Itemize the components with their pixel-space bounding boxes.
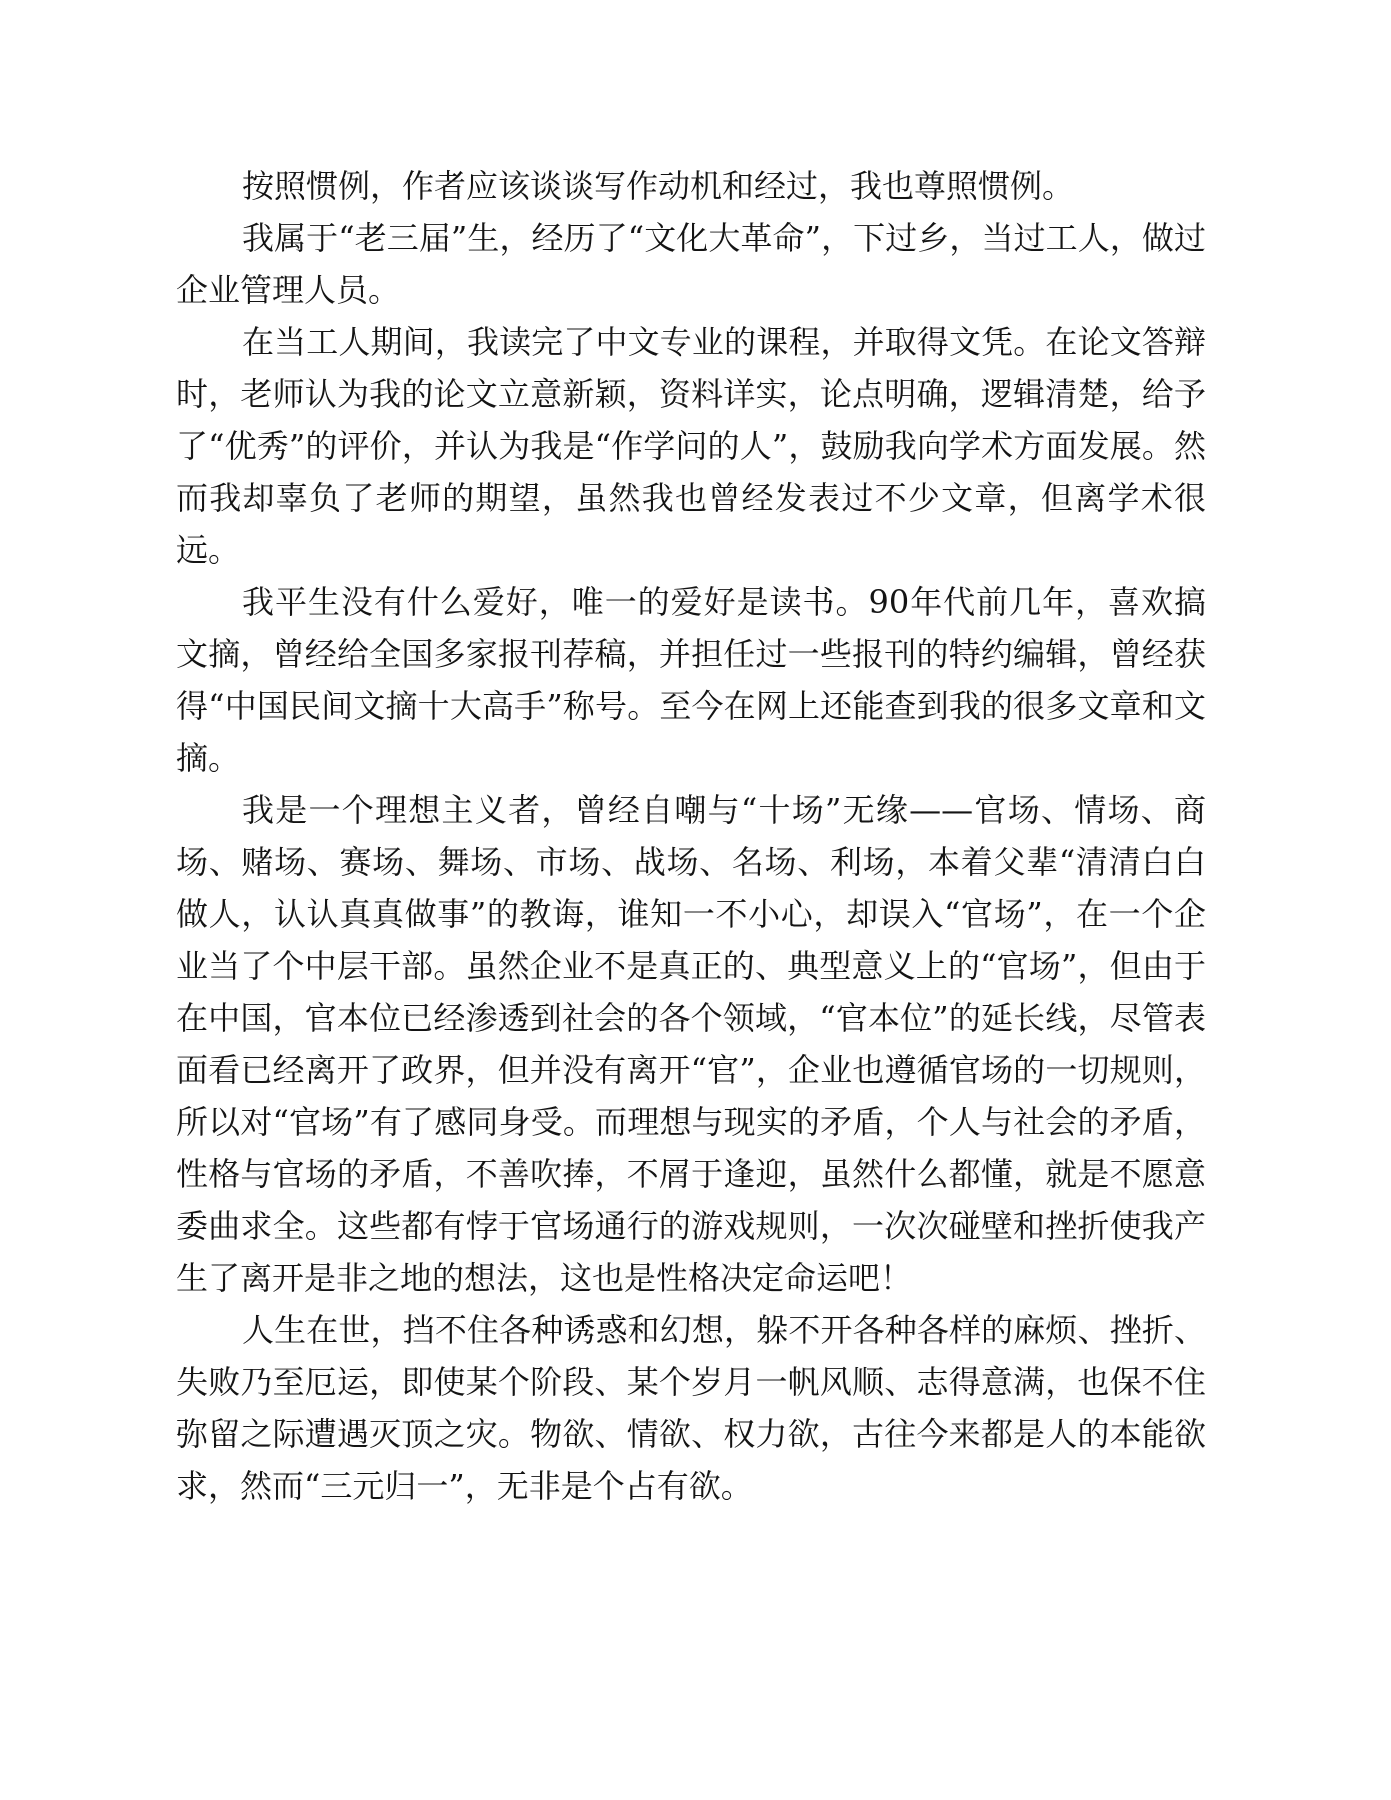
paragraph-idealism: 我是一个理想主义者，曾经自嘲与“十场”无缘——官场、情场、商场、赌场、赛场、舞场、市场、战场、名场、利场，本着父辈“清清白白做人，认认真真做事”的教诲，谁知一不小心，却误入“官场”，在一个企业当了个中层干部。虽然企业不是真正的、典型意义上的“官场”，但由于在中国，官本位已经渗透到社会的各个领域，“官本位”的延长线，尽管表面看已经离开了政界，但并没有离开“官”，企业也遵循官场的一切规则，所以对“官场”有了感同身受。而理想与现实的矛盾，个人与社会的矛盾，性格与官场的矛盾，不善吹捧，不屑于逢迎，虽然什么都懂，就是不愿意委曲求全。这些都有悖于官场通行的游戏规则，一次次碰壁和挫折使我产生了离开是非之地的想法，这也是性格决定命运吧！: [176, 791, 1206, 1297]
paragraph-life: 人生在世，挡不住各种诱惑和幻想，躲不开各种各样的麻烦、挫折、失败乃至厄运，即使某个阶段、某个岁月一帆风顺、志得意满，也保不住弥留之际遭遇灭顶之灾。物欲、情欲、权力欲，古往今来都是人的本能欲求，然而“三元归一”，无非是个占有欲。: [176, 1311, 1206, 1505]
paragraph-education: 在当工人期间，我读完了中文专业的课程，并取得文凭。在论文答辩时，老师认为我的论文立意新颖，资料详实，论点明确，逻辑清楚，给予了“优秀”的评价，并认为我是“作学问的人”，鼓励我向学术方面发展。然而我却辜负了老师的期望，虽然我也曾经发表过不少文章，但离学术很远。: [176, 323, 1206, 569]
paragraph-background: 我属于“老三届”生，经历了“文化大革命”，下过乡，当过工人，做过企业管理人员。: [176, 219, 1206, 309]
document-page: [176, 160, 1206, 1512]
paragraph-hobby: 我平生没有什么爱好，唯一的爱好是读书。90年代前几年，喜欢搞文摘，曾经给全国多家报刊荐稿，并担任过一些报刊的特约编辑，曾经获得“中国民间文摘十大高手”称号。至今在网上还能查到我的很多文章和文摘。: [176, 583, 1206, 777]
paragraph-convention: 按照惯例，作者应该谈谈写作动机和经过，我也尊照惯例。: [242, 167, 1075, 205]
